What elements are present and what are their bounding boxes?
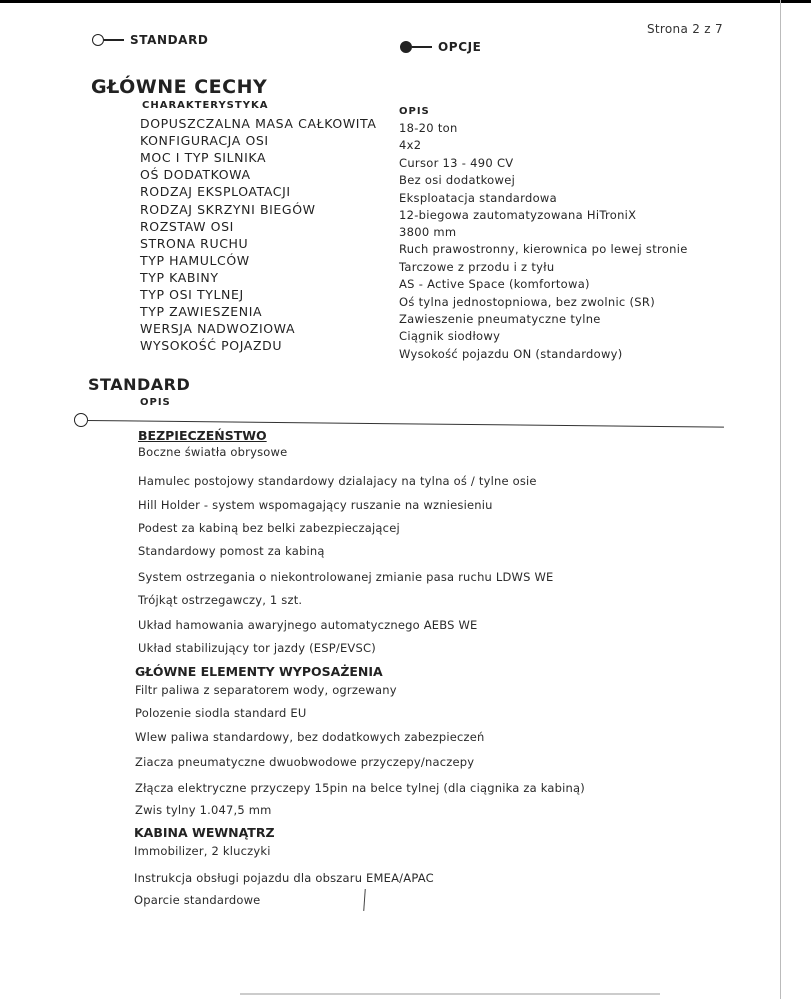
section-divider [87,420,724,428]
list-item: Układ hamowania awaryjnego automatycznego AEBS WE [138,618,478,632]
description-header: OPIS [399,106,430,117]
value-item: 3800 mm [399,225,457,239]
characteristic-item: TYP ZAWIESZENIA [140,304,263,319]
section-title: GŁÓWNE ELEMENTY WYPOSAŻENIA [135,664,383,679]
value-item: Wysokość pojazdu ON (standardowy) [399,347,623,361]
value-item: Zawieszenie pneumatyczne tylne [399,312,601,326]
hollow-circle-icon [92,34,104,46]
characteristic-item: RODZAJ EKSPLOATACJI [140,184,291,199]
scan-top-edge [0,0,811,3]
characteristic-item: TYP KABINY [140,270,219,285]
characteristic-item: KONFIGURACJA OSI [140,133,269,148]
list-item: Złącza elektryczne przyczepy 15pin na belce tylnej (dla ciągnika za kabiną) [135,781,585,795]
filled-circle-icon [400,41,412,53]
pen-mark [363,889,366,911]
legend-line [412,46,432,47]
value-item: Tarczowe z przodu i z tyłu [399,260,555,274]
scan-right-edge [780,0,781,999]
legend-options-label: OPCJE [438,40,482,54]
list-item: Zwis tylny 1.047,5 mm [135,803,272,817]
list-item: Podest za kabiną bez belki zabezpieczającej [138,521,400,535]
list-item: Immobilizer, 2 kluczyki [134,844,271,858]
list-item: Trójkąt ostrzegawczy, 1 szt. [138,593,303,607]
characteristic-item: ROZSTAW OSI [140,219,234,234]
characteristic-item: WYSOKOŚĆ POJAZDU [140,338,283,353]
scan-bottom-edge [240,993,660,995]
characteristic-item: OŚ DODATKOWA [140,167,251,182]
list-item: Standardowy pomost za kabiną [138,544,325,558]
characteristic-item: STRONA RUCHU [140,236,249,251]
characteristic-item: TYP OSI TYLNEJ [140,287,244,302]
list-item: Wlew paliwa standardowy, bez dodatkowych zabezpieczeń [135,730,485,744]
list-item: Oparcie standardowe [134,893,261,907]
list-item: Boczne światła obrysowe [138,445,288,459]
value-item: AS - Active Space (komfortowa) [399,277,590,291]
hollow-circle-icon [74,413,88,427]
value-item: 18-20 ton [399,121,458,135]
value-item: Ciągnik siodłowy [399,329,501,343]
value-item: 4x2 [399,138,422,152]
value-item: Cursor 13 - 490 CV [399,156,514,170]
list-item: Polozenie siodla standard EU [135,706,307,720]
legend-standard-label: STANDARD [130,33,209,47]
standard-description-header: OPIS [140,397,171,408]
characteristic-item: MOC I TYP SILNIKA [140,150,267,165]
list-item: Hill Holder - system wspomagający ruszanie na wzniesieniu [138,498,493,512]
list-item: Układ stabilizujący tor jazdy (ESP/EVSC) [138,641,376,655]
characteristics-header: CHARAKTERYSTYKA [142,100,269,111]
list-item: Filtr paliwa z separatorem wody, ogrzewany [135,683,397,697]
characteristic-item: RODZAJ SKRZYNI BIEGÓW [140,202,316,217]
legend-line [104,39,124,40]
legend-options [400,40,481,54]
characteristic-item: WERSJA NADWOZIOWA [140,321,296,336]
value-item: Bez osi dodatkowej [399,173,516,187]
list-item: System ostrzegania o niekontrolowanej zmianie pasa ruchu LDWS WE [138,570,554,584]
page-number: Strona 2 z 7 [647,22,723,36]
section-title: BEZPIECZEŃSTWO [138,428,267,443]
characteristic-item: TYP HAMULCÓW [140,253,250,268]
list-item: Instrukcja obsługi pojazdu dla obszaru EMEA/APAC [134,871,434,885]
value-item: Ruch prawostronny, kierownica po lewej stronie [399,242,688,256]
main-features-title: GŁÓWNE CECHY [91,76,268,98]
legend-standard [92,33,208,47]
value-item: Eksploatacja standardowa [399,191,557,205]
standard-title: STANDARD [88,375,191,394]
characteristic-item: DOPUSZCZALNA MASA CAŁKOWITA [140,116,377,131]
value-item: 12-biegowa zautomatyzowana HiTroniX [399,208,637,222]
list-item: Hamulec postojowy standardowy dzialajacy na tylna oś / tylne osie [138,474,537,488]
list-item: Ziacza pneumatyczne dwuobwodowe przyczepy/naczepy [135,755,475,769]
section-title: KABINA WEWNĄTRZ [134,825,275,840]
value-item: Oś tylna jednostopniowa, bez zwolnic (SR) [399,295,655,309]
